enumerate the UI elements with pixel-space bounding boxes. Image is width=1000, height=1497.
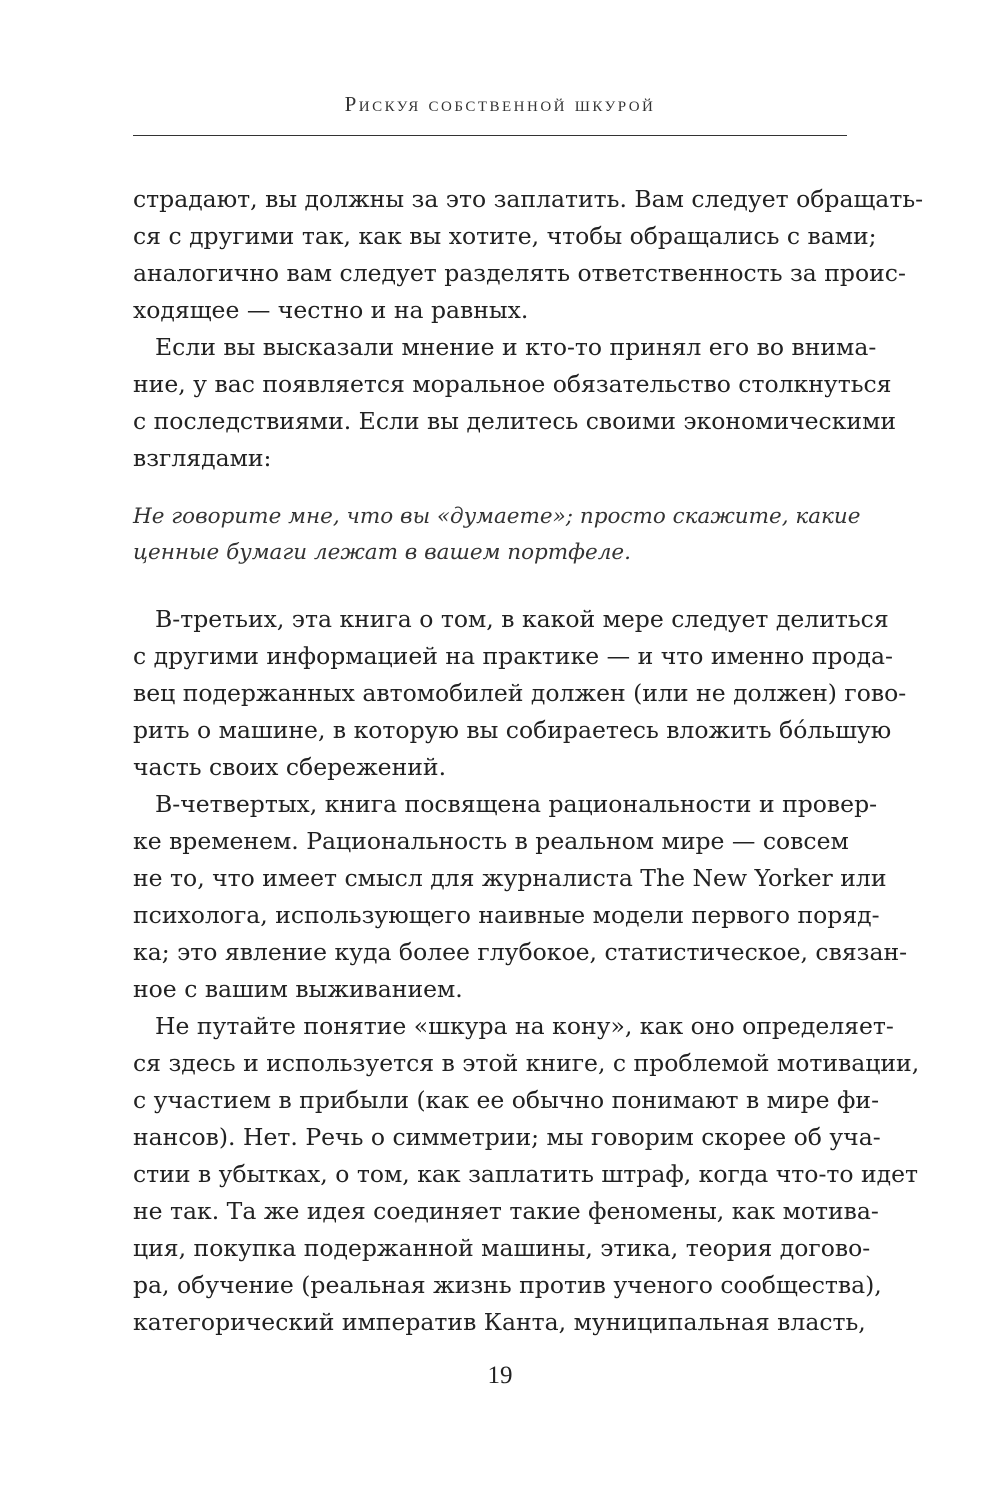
text-line: не то, что имеет смысл для журналиста The New Yorker или: [133, 864, 887, 892]
text-line: страдают, вы должны за это заплатить. Вам следует обращать-: [133, 185, 924, 213]
text-line: с другими информацией на практике — и что именно прода-: [133, 642, 893, 670]
text-line: ходящее — честно и на равных.: [133, 296, 529, 324]
text-line: ка; это явление куда более глубокое, статистическое, связан-: [133, 938, 908, 966]
text-line: нансов). Нет. Речь о симметрии; мы говорим скорее об уча-: [133, 1123, 881, 1151]
quote-line: Не говорите мне, что вы «думаете»; просто скажите, какие: [133, 504, 861, 529]
text-line: ке временем. Рациональность в реальном мире — совсем: [133, 827, 849, 855]
quote-line: ценные бумаги лежат в вашем портфеле.: [133, 540, 631, 565]
text-line: ное с вашим выживанием.: [133, 975, 463, 1003]
text-line: психолога, использующего наивные модели первого поряд-: [133, 901, 880, 929]
text-line: взглядами:: [133, 444, 272, 472]
text-line: вец подержанных автомобилей должен (или не должен) гово-: [133, 679, 907, 707]
text-line: ние, у вас появляется моральное обязательство столкнуться: [133, 370, 892, 398]
text-line: В-третьих, эта книга о том, в какой мере следует делиться: [155, 605, 889, 633]
paragraph-3: [133, 601, 907, 786]
quote-block: [133, 499, 861, 571]
text-line: ся здесь и используется в этой книге, с проблемой мотивации,: [133, 1049, 920, 1077]
text-line: не так. Та же идея соединяет такие феномены, как мотива-: [133, 1197, 879, 1225]
running-title: Рискуя собственной шкурой: [344, 92, 656, 116]
paragraph-2: [133, 329, 897, 477]
text-line: ся с другими так, как вы хотите, чтобы обращались с вами;: [133, 222, 877, 250]
text-line: ра, обучение (реальная жизнь против ученого сообщества),: [133, 1271, 882, 1299]
text-line: с последствиями. Если вы делитесь своими экономическими: [133, 407, 897, 435]
paragraph-5: [133, 1008, 920, 1341]
paragraph-1: [133, 181, 924, 329]
text-line: стии в убытках, о том, как заплатить штраф, когда что-то идет: [133, 1160, 919, 1188]
text-line: аналогично вам следует разделять ответственность за проис-: [133, 259, 906, 287]
text-line: В-четвертых, книга посвящена рациональности и провер-: [155, 790, 878, 818]
header-rule: [133, 135, 847, 136]
page-number: 19: [487, 1362, 513, 1389]
text-line: Не путайте понятие «шкура на кону», как оно определяет-: [155, 1012, 894, 1040]
paragraph-4: [133, 786, 908, 1008]
text-line: ция, покупка подержанной машины, этика, теория догово-: [133, 1234, 871, 1262]
text-line: Если вы высказали мнение и кто-то принял его во внима-: [155, 333, 877, 361]
text-line: рить о машине, в которую вы собираетесь вложить бóльшую: [133, 716, 892, 744]
text-line: часть своих сбережений.: [133, 753, 447, 781]
text-line: с участием в прибыли (как ее обычно понимают в мире фи-: [133, 1086, 880, 1114]
text-line: категорический императив Канта, муниципальная власть,: [133, 1308, 866, 1336]
